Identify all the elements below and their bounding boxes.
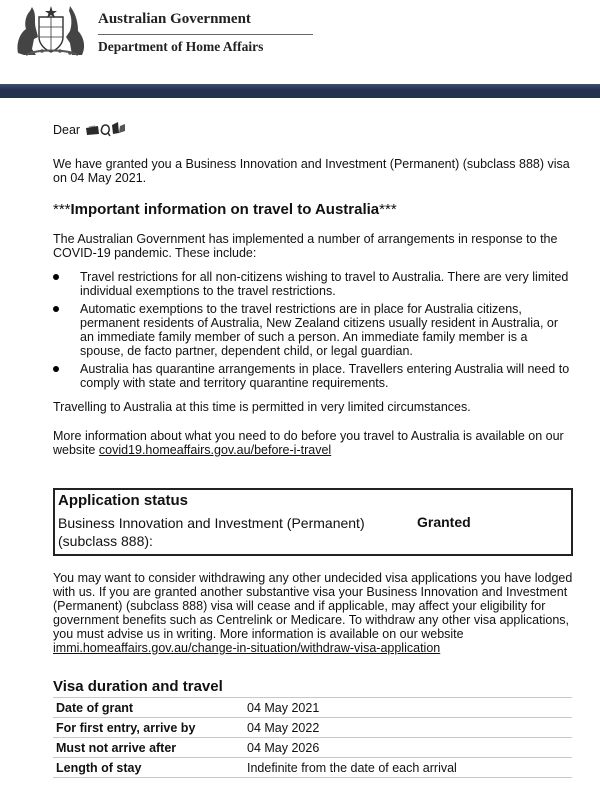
withdraw-notice — [53, 571, 573, 655]
duration-table — [53, 697, 572, 778]
row-value: 04 May 2022 — [244, 718, 572, 738]
more-info — [53, 429, 573, 457]
withdraw-visa-link[interactable]: immi.homeaffairs.gov.au/change-in-situation/withdraw-visa-application — [53, 641, 441, 655]
letterhead-divider — [98, 34, 313, 35]
arrangements-intro: The Australian Government has implemented a number of arrangements in response to the COVID-19 pandemic. These include: — [53, 232, 558, 260]
visa-name: Business Innovation and Investment (Permanent) (subclass 888): — [58, 515, 365, 549]
salutation-line — [53, 123, 573, 137]
withdraw-text: You may want to consider withdrawing any other undecided visa applications you have lodged with us. If you are granted another substantive visa your Business Innovation and Investment (Permanent) (subclass 888) visa will cease and if applicable, may affect your eligibility for government benefits such as Centrelink or Medicare. To withdraw any other visa applications, you must advise us in writing. More information is available on our website — [53, 571, 573, 641]
row-label: For first entry, arrive by — [53, 718, 244, 738]
bullet-icon — [53, 366, 59, 372]
list-item — [53, 270, 573, 298]
table-row — [53, 718, 572, 738]
header-band — [0, 84, 600, 98]
travelling-notice: Travelling to Australia at this time is permitted in very limited circumstances. — [53, 400, 471, 414]
row-value: 04 May 2021 — [244, 698, 572, 718]
department-name: Department of Home Affairs — [98, 39, 264, 54]
more-info-text: More information about what you need to do before you travel to Australia is available on our website — [53, 429, 564, 457]
list-item-text: Australia has quarantine arrangements in place. Travellers entering Australia will need to comply with state and territory quarantine requirements. — [80, 362, 570, 390]
table-row — [53, 758, 572, 778]
status-badge: Granted — [417, 514, 471, 530]
status-title: Application status — [58, 492, 189, 509]
duration-title: Visa duration and travel — [53, 678, 223, 695]
list-item — [53, 362, 573, 390]
row-label: Must not arrive after — [53, 738, 244, 758]
letterhead — [0, 0, 600, 84]
row-value: 04 May 2026 — [244, 738, 572, 758]
row-value: Indefinite from the date of each arrival — [244, 758, 572, 778]
redacted-name — [85, 123, 127, 137]
heading-text: Important information on travel to Australia — [70, 201, 380, 218]
bullet-icon — [53, 306, 59, 312]
list-item-text: Travel restrictions for all non-citizens wishing to travel to Australia. There are very limited individual exemptions to the travel restrictions. — [80, 270, 569, 298]
salutation: Dear — [53, 123, 81, 137]
row-label: Date of grant — [53, 698, 244, 718]
government-name: Australian Government — [98, 11, 251, 27]
list-item-text: Automatic exemptions to the travel restrictions are in place for Australia citizens, permanent residents of Australia, New Zealand citizens usually resident in Australia, or an immediate family member of such a person. An immediate family member is a spouse, de facto partner, dependent child, or legal guardian. — [80, 302, 559, 358]
table-row — [53, 698, 572, 718]
row-label: Length of stay — [53, 758, 244, 778]
coat-of-arms-icon — [12, 3, 90, 59]
arrangements-list — [53, 270, 573, 390]
letter-body — [53, 118, 573, 457]
application-status-box — [53, 488, 573, 556]
list-item — [53, 302, 573, 358]
travel-heading — [53, 201, 573, 219]
table-row — [53, 738, 572, 758]
bullet-icon — [53, 274, 59, 280]
grant-notice: We have granted you a Business Innovation and Investment (Permanent) (subclass 888) visa on 04 May 2021. — [53, 157, 570, 185]
travel-info-link[interactable]: covid19.homeaffairs.gov.au/before-i-travel — [98, 443, 332, 457]
heading-stars-right: *** — [379, 201, 397, 218]
heading-stars-left: *** — [53, 201, 71, 218]
